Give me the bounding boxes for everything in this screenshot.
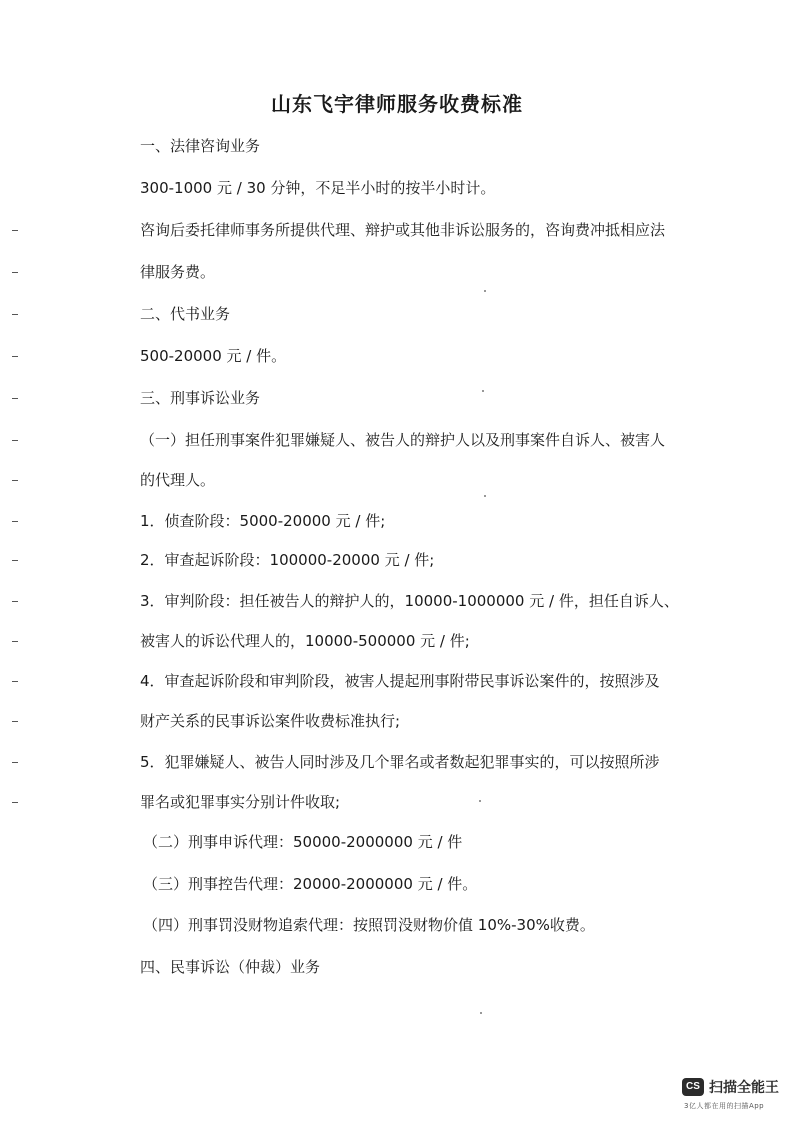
civil-incidental-line-2: 财产关系的民事诉讼案件收费标准执行; xyxy=(140,712,401,730)
document-title: 山东飞宇律师服务收费标准 xyxy=(271,92,523,116)
consultation-fee-line: 300-1000 元 / 30 分钟，不足半小时的按半小时计。 xyxy=(140,179,496,197)
consultation-offset-line-2: 律服务费。 xyxy=(140,263,216,281)
multiple-charges-line-2: 罪名或犯罪事实分别计件收取; xyxy=(140,793,341,811)
scan-edge-mark xyxy=(12,398,18,399)
section-heading-civil-litigation: 四、民事诉讼（仲裁）业务 xyxy=(140,958,321,976)
drafting-fee-line: 500-20000 元 / 件。 xyxy=(140,347,287,365)
criminal-item-1-line-1: （一）担任刑事案件犯罪嫌疑人、被告人的辩护人以及刑事案件自诉人、被害人 xyxy=(140,431,666,449)
scan-edge-mark xyxy=(12,601,18,602)
scan-speck xyxy=(484,290,486,292)
scan-edge-mark xyxy=(12,521,18,522)
criminal-item-1-line-2: 的代理人。 xyxy=(140,471,216,489)
scanner-watermark xyxy=(682,1076,782,1116)
scan-speck xyxy=(482,390,484,392)
scan-speck xyxy=(479,800,481,802)
watermark-tagline: 3亿人都在用的扫描App xyxy=(684,1102,765,1110)
scan-edge-mark xyxy=(12,762,18,763)
section-heading-legal-consultation: 一、法律咨询业务 xyxy=(140,137,261,155)
trial-stage-line-2: 被害人的诉讼代理人的，10000-500000 元 / 件; xyxy=(140,632,470,650)
criminal-complaint-agency-line: （三）刑事控告代理：20000-2000000 元 / 件。 xyxy=(143,875,478,893)
civil-incidental-line-1: 4．审查起诉阶段和审判阶段，被害人提起刑事附带民事诉讼案件的，按照涉及 xyxy=(140,672,660,690)
scan-edge-mark xyxy=(12,230,18,231)
trial-stage-line-1: 3．审判阶段：担任被告人的辩护人的，10000-1000000 元 / 件，担任自诉人、 xyxy=(140,592,679,610)
confiscated-property-recovery-line: （四）刑事罚没财物追索代理：按照罚没财物价值 10%-30%收费。 xyxy=(143,916,595,934)
watermark-app-name: 扫描全能王 xyxy=(709,1080,779,1096)
scan-edge-mark xyxy=(12,681,18,682)
scan-speck xyxy=(484,495,486,497)
scan-edge-mark xyxy=(12,356,18,357)
prosecution-review-line: 2．审查起诉阶段：100000-20000 元 / 件; xyxy=(140,551,435,569)
camscanner-logo-icon: CS xyxy=(682,1078,704,1096)
multiple-charges-line-1: 5．犯罪嫌疑人、被告人同时涉及几个罪名或者数起犯罪事实的，可以按照所涉 xyxy=(140,753,660,771)
section-heading-document-drafting: 二、代书业务 xyxy=(140,305,231,323)
scan-edge-mark xyxy=(12,560,18,561)
section-heading-criminal-litigation: 三、刑事诉讼业务 xyxy=(140,389,261,407)
consultation-offset-line-1: 咨询后委托律师事务所提供代理、辩护或其他非诉讼服务的，咨询费冲抵相应法 xyxy=(140,221,666,239)
scan-edge-mark xyxy=(12,480,18,481)
scan-edge-mark xyxy=(12,641,18,642)
scan-speck xyxy=(480,1012,482,1014)
criminal-appeal-agency-line: （二）刑事申诉代理：50000-2000000 元 / 件 xyxy=(143,833,463,851)
investigation-stage-line: 1．侦查阶段：5000-20000 元 / 件; xyxy=(140,512,386,530)
scan-edge-mark xyxy=(12,440,18,441)
scan-edge-mark xyxy=(12,272,18,273)
scan-edge-mark xyxy=(12,802,18,803)
scan-edge-mark xyxy=(12,314,18,315)
scan-edge-mark xyxy=(12,721,18,722)
